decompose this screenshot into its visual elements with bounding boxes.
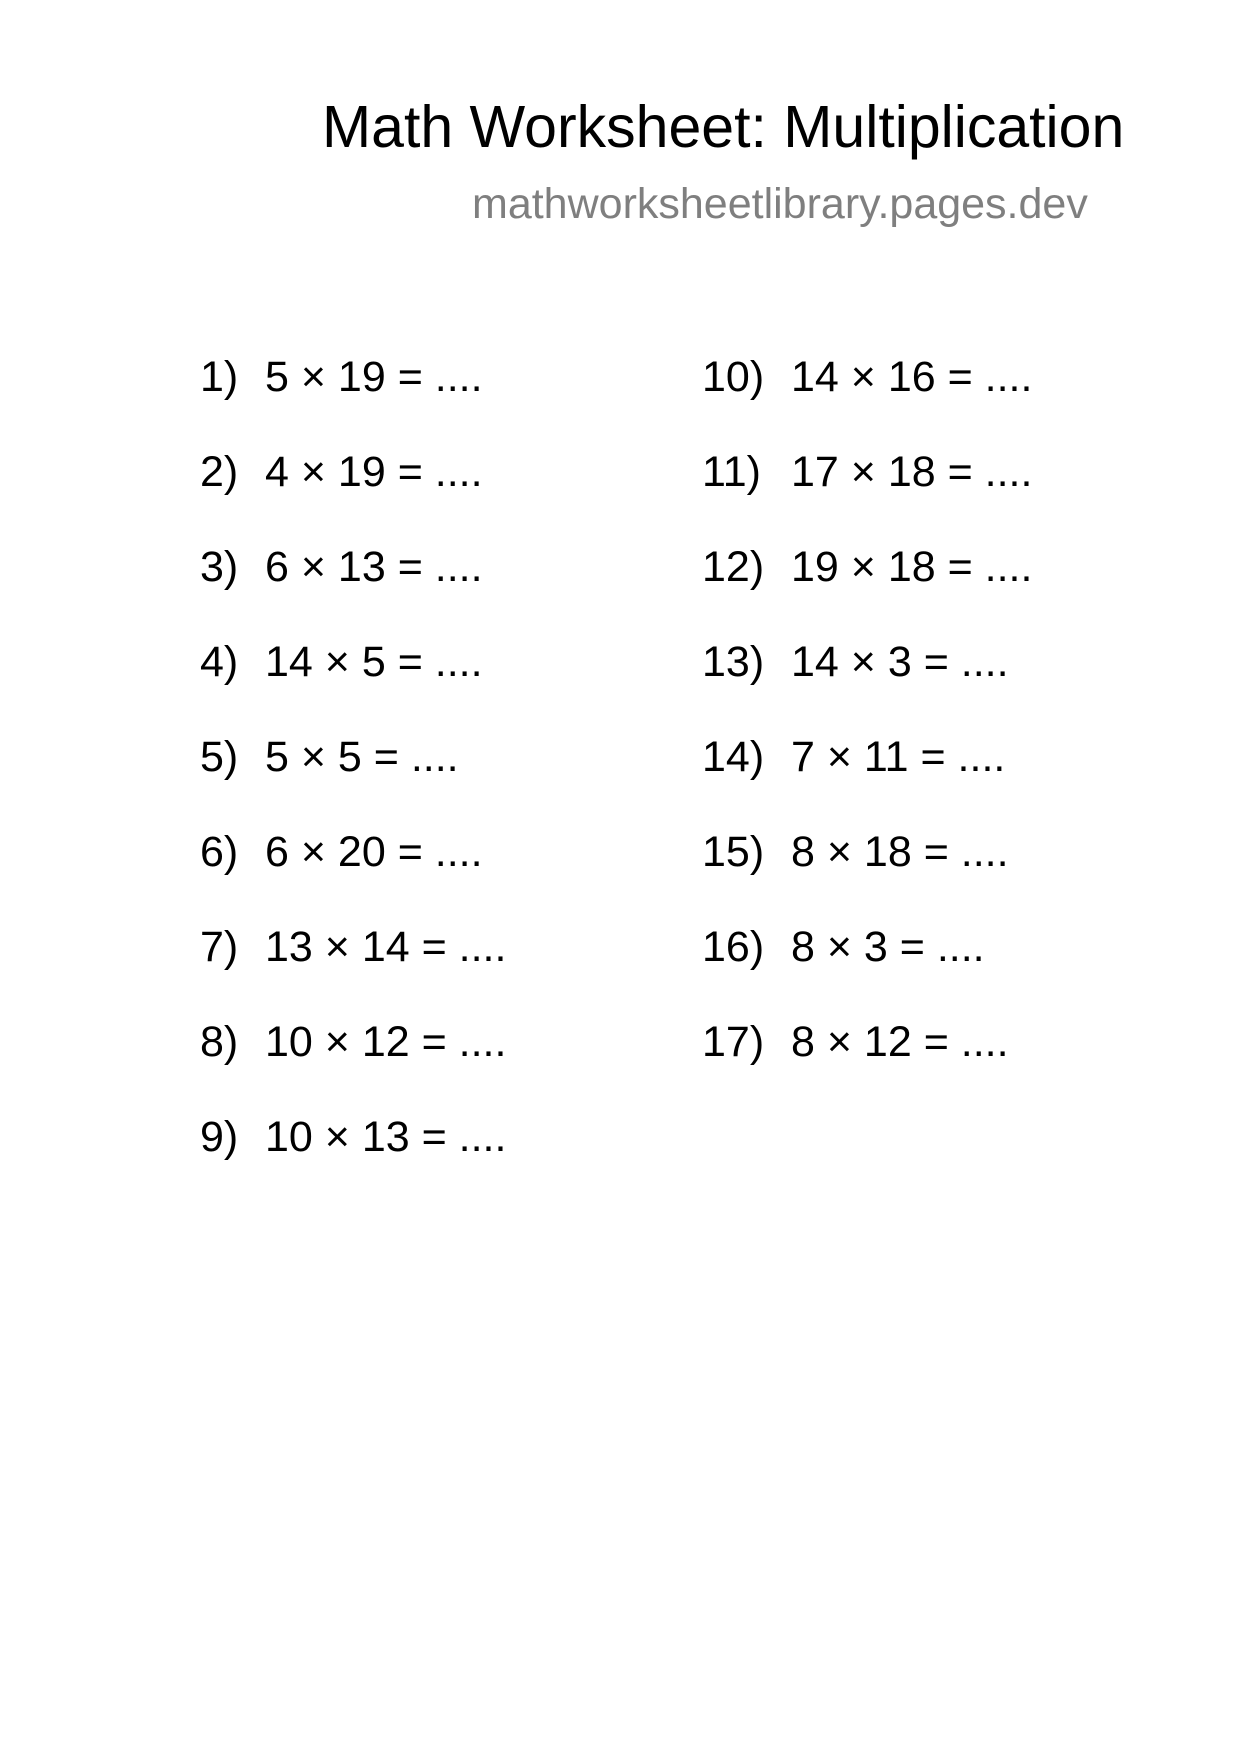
problem-item [200,922,506,1017]
problem-expression: 13 × 14 = .... [265,923,507,971]
problem-expression: 4 × 19 = .... [265,448,483,496]
problem-item [200,352,506,447]
problem-item [200,732,506,827]
problem-item [702,827,1032,922]
problem-number: 1) [200,353,239,401]
problem-number: 11) [702,448,761,496]
problem-number: 7) [200,923,239,971]
problem-expression: 8 × 18 = .... [791,828,1009,876]
problem-expression: 19 × 18 = .... [791,543,1033,591]
problem-expression: 10 × 12 = .... [265,1018,507,1066]
problem-expression: 8 × 3 = .... [791,923,985,971]
problem-expression: 14 × 5 = .... [265,638,483,686]
worksheet-title: Math Worksheet: Multiplication [322,94,1125,160]
problem-expression: 10 × 13 = .... [265,1113,507,1161]
problem-expression: 17 × 18 = .... [791,448,1033,496]
worksheet-source-url: mathworksheetlibrary.pages.dev [472,180,1088,228]
problem-item [200,542,506,637]
problem-item [200,1017,506,1112]
problem-expression: 7 × 11 = .... [791,733,1006,781]
problem-item [702,637,1032,732]
problem-number: 14) [702,733,765,781]
problem-number: 15) [702,828,765,876]
problem-expression: 6 × 13 = .... [265,543,483,591]
problem-number: 3) [200,543,239,591]
problem-number: 8) [200,1018,239,1066]
problem-item [702,732,1032,827]
problem-item [200,827,506,922]
problem-number: 5) [200,733,239,781]
problem-item [702,352,1032,447]
problem-number: 17) [702,1018,765,1066]
problem-number: 13) [702,638,765,686]
problem-item [702,922,1032,1017]
problem-expression: 8 × 12 = .... [791,1018,1009,1066]
problem-expression: 14 × 16 = .... [791,353,1033,401]
problem-item [702,542,1032,637]
problem-number: 10) [702,353,765,401]
problem-number: 9) [200,1113,239,1161]
problem-item [702,1017,1032,1112]
problem-item [702,447,1032,542]
problem-number: 4) [200,638,239,686]
problem-item [200,1112,506,1207]
problem-number: 12) [702,543,765,591]
problem-number: 6) [200,828,239,876]
problem-column-right [702,352,1032,1112]
problem-expression: 5 × 19 = .... [265,353,483,401]
problem-number: 2) [200,448,239,496]
problem-expression: 6 × 20 = .... [265,828,483,876]
problem-item [200,447,506,542]
problem-number: 16) [702,923,765,971]
problem-expression: 5 × 5 = .... [265,733,459,781]
problem-column-left [200,352,506,1207]
problem-expression: 14 × 3 = .... [791,638,1009,686]
problem-item [200,637,506,732]
